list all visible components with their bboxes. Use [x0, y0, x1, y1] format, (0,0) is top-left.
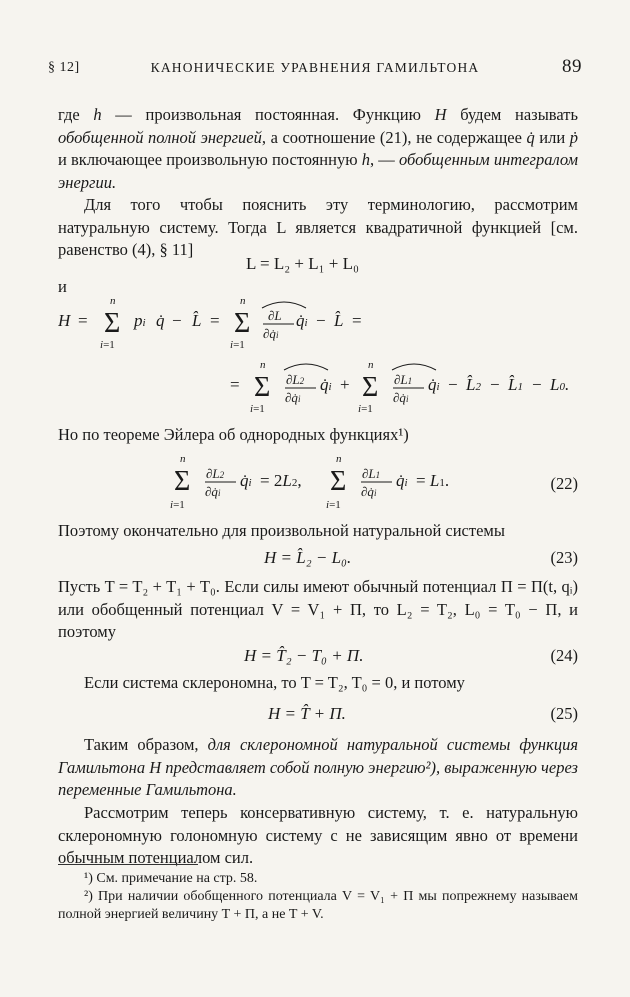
- svg-text:n: n: [240, 295, 246, 307]
- svg-text:= 2L2,: = 2L2,: [260, 471, 302, 490]
- paragraph-5: Пусть T = T₂ + T₁ + T₀. Если силы имеют обычный потенциал Π = Π(t, qᵢ) или обобщенный потенциал V = V₁ + Π, то L₂ = T₂, L₀ = T₀ − Π, и поэтому: [58, 577, 578, 641]
- svg-text:H: H: [58, 311, 71, 330]
- svg-text:L̂1: L̂1: [508, 375, 523, 394]
- svg-text:i=1: i=1: [100, 339, 115, 351]
- paragraph-3: Но по теореме Эйлера об однородных функциях¹): [58, 425, 409, 444]
- svg-text:n: n: [368, 359, 374, 371]
- svg-text:i=1: i=1: [230, 339, 245, 351]
- svg-text:−: −: [532, 375, 542, 394]
- footnote-1: ¹) См. примечание на стр. 58.: [84, 871, 258, 886]
- svg-text:=: =: [230, 375, 240, 394]
- svg-text:= L1.: = L1.: [416, 471, 450, 490]
- svg-text:i=1: i=1: [358, 403, 373, 415]
- svg-text:Σ: Σ: [330, 466, 347, 497]
- svg-text:=: =: [78, 311, 88, 330]
- svg-text:Σ: Σ: [362, 372, 379, 403]
- svg-text:q̇: q̇: [156, 311, 165, 330]
- equation-23-number: (23): [550, 548, 578, 567]
- paragraph-8: Рассмотрим теперь консервативную систему, т. е. натуральную склерономную голономную систему с не зависящим явно от времени обычным потенциалом сил.: [58, 803, 578, 867]
- svg-text:∂L1: ∂L1: [362, 466, 381, 481]
- svg-text:Σ: Σ: [174, 466, 191, 497]
- svg-text:q̇i: q̇i: [396, 471, 408, 490]
- equation-25: H = T̂ + Π.: [268, 704, 346, 723]
- equation-22-number: (22): [550, 474, 578, 493]
- footnote-divider: [58, 864, 198, 865]
- svg-text:∂q̇i: ∂q̇i: [361, 484, 377, 499]
- word-and: и: [58, 277, 67, 296]
- svg-text:+: +: [340, 375, 350, 394]
- svg-text:q̇i: q̇i: [240, 471, 252, 490]
- svg-text:Σ: Σ: [104, 308, 121, 339]
- svg-text:=: =: [352, 311, 362, 330]
- svg-text:∂q̇i: ∂q̇i: [263, 326, 279, 341]
- chapter-title: КАНОНИЧЕСКИЕ УРАВНЕНИЯ ГАМИЛЬТОНА: [150, 60, 480, 75]
- svg-text:q̇i: q̇i: [296, 311, 308, 330]
- svg-text:∂L: ∂L: [268, 308, 282, 323]
- svg-text:∂L1: ∂L1: [394, 372, 413, 387]
- equation-L: L = L₂ + L₁ + L₀: [246, 254, 359, 273]
- svg-text:Σ: Σ: [234, 308, 251, 339]
- equation-23: H = L̂₂ − L₀.: [264, 548, 352, 567]
- svg-text:∂L2: ∂L2: [206, 466, 225, 481]
- footnote-2: ²) При наличии обобщенного потенциала V = V₁ + Π мы попрежнему называем полной энергией величину T + Π, а не T + V.: [58, 889, 578, 922]
- svg-text:pi: pi: [134, 311, 146, 330]
- equation-24: H = T̂₂ − T₀ + Π.: [244, 646, 364, 665]
- page-number: 89: [562, 56, 582, 77]
- paragraph-7: Таким образом, для склерономной натуральной системы функция Гамильтона H представляет собой полную энергию²), выраженную через переменные Гамильтона.: [58, 735, 578, 799]
- svg-text:L0.: L0.: [550, 375, 570, 394]
- paragraph-6: Если система склерономна, то T = T₂, T₀ = 0, и потому: [84, 673, 465, 692]
- svg-text:−: −: [448, 375, 458, 394]
- svg-text:n: n: [110, 295, 116, 307]
- svg-text:n: n: [336, 453, 342, 465]
- paragraph-2: Для того чтобы пояснить эту терминологию, рассмотрим натуральную систему. Тогда L является квадратичной функцией [см. равенство (4), § 11]: [58, 195, 578, 259]
- section-ref: § 12]: [48, 60, 80, 75]
- running-header: [48, 58, 582, 82]
- svg-text:n: n: [180, 453, 186, 465]
- svg-text:n: n: [260, 359, 266, 371]
- svg-text:q̇i: q̇i: [320, 375, 332, 394]
- svg-text:q̇i: q̇i: [428, 375, 440, 394]
- svg-text:∂L2: ∂L2: [286, 372, 305, 387]
- svg-text:L̂: L̂: [334, 311, 344, 330]
- svg-text:∂q̇i: ∂q̇i: [393, 390, 409, 405]
- equation-25-number: (25): [550, 704, 578, 723]
- svg-text:i=1: i=1: [170, 499, 185, 511]
- equation-H-expansion: [58, 290, 588, 420]
- paragraph-4: Поэтому окончательно для произвольной натуральной системы: [58, 521, 505, 540]
- svg-text:−: −: [490, 375, 500, 394]
- svg-text:i=1: i=1: [326, 499, 341, 511]
- svg-text:=: =: [210, 311, 220, 330]
- svg-text:∂q̇i: ∂q̇i: [205, 484, 221, 499]
- svg-text:i=1: i=1: [250, 403, 265, 415]
- svg-text:∂q̇i: ∂q̇i: [285, 390, 301, 405]
- svg-text:−: −: [172, 311, 182, 330]
- svg-text:L̂2: L̂2: [466, 375, 481, 394]
- svg-text:L̂: L̂: [192, 311, 202, 330]
- equation-24-number: (24): [550, 646, 578, 665]
- svg-text:−: −: [316, 311, 326, 330]
- paragraph-1: где h — произвольная постоянная. Функцию H будем называть обобщенной полной энергией, а соотношение (21), не содержащее q̇ или ṗ и включающее произвольную постоянную h, — обобщенным интегралом энергии.: [58, 105, 579, 192]
- svg-text:Σ: Σ: [254, 372, 271, 403]
- equation-22: [170, 450, 470, 520]
